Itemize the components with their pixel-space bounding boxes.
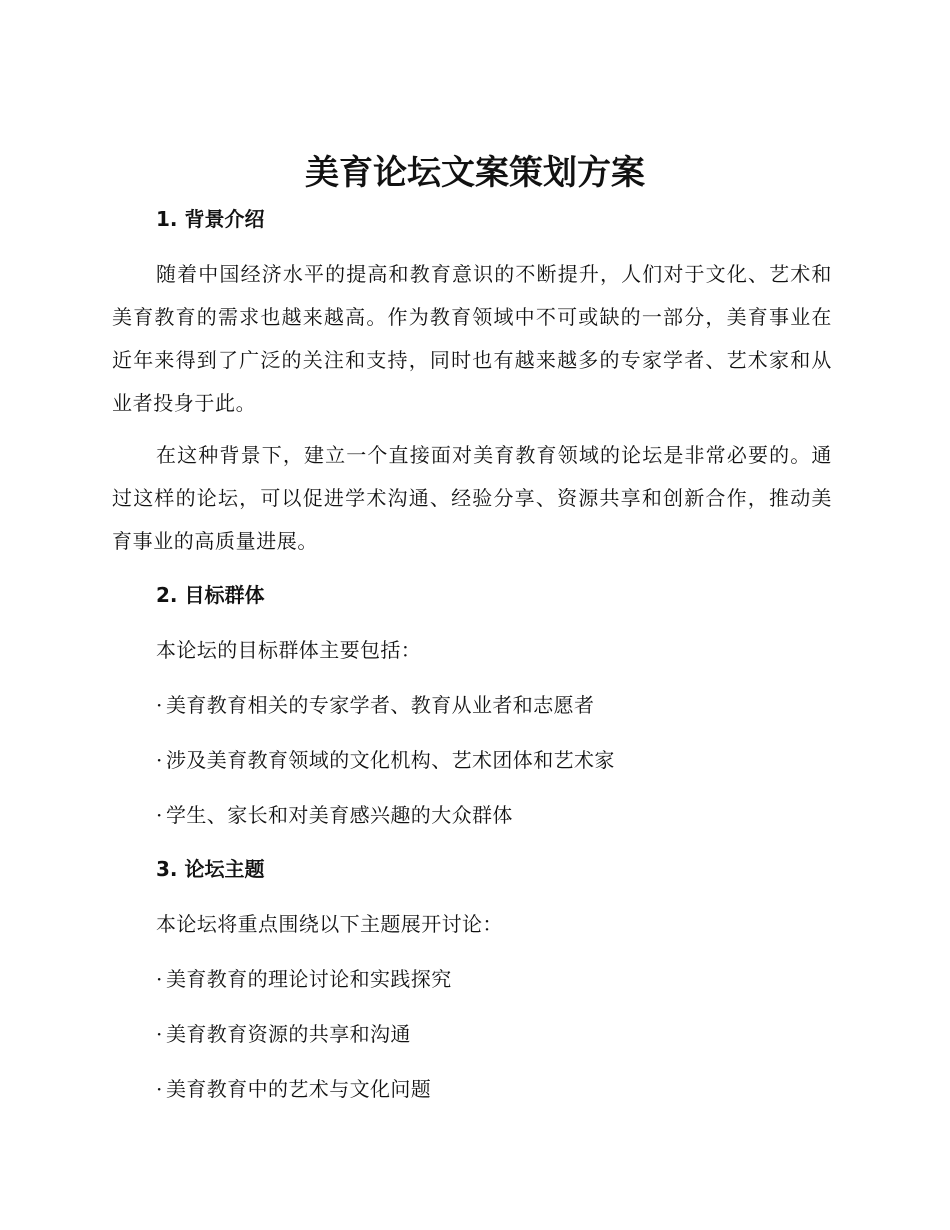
forum-topics-intro: 本论坛将重点围绕以下主题展开讨论： [156, 912, 503, 936]
list-item-text: 学生、家长和对美育感兴趣的大众群体 [166, 803, 513, 827]
list-item-text: 涉及美育教育领域的文化机构、艺术团体和艺术家 [166, 748, 615, 772]
bullet-dot: · [156, 748, 163, 772]
list-item [156, 690, 594, 720]
section-heading-background: 1. 背景介绍 [156, 207, 265, 231]
bullet-dot: · [156, 1022, 163, 1046]
paragraph-background-2: 在这种背景下，建立一个直接面对美育教育领域的论坛是非常必要的。通过这样的论坛，可以促进学术沟通、经验分享、资源共享和创新合作，推动美育事业的高质量进展。 [112, 443, 832, 553]
list-item [156, 745, 615, 775]
document-title: 美育论坛文案策划方案 [305, 153, 645, 193]
section-heading-target-groups: 2. 目标群体 [156, 583, 265, 607]
list-item-text: 美育教育的理论讨论和实践探究 [166, 967, 452, 991]
list-item-text: 美育教育相关的专家学者、教育从业者和志愿者 [166, 693, 595, 717]
list-item-text: 美育教育中的艺术与文化问题 [166, 1077, 432, 1101]
bullet-dot: · [156, 967, 163, 991]
bullet-dot: · [156, 693, 163, 717]
list-item [156, 1019, 411, 1049]
list-item-text: 美育教育资源的共享和沟通 [166, 1022, 411, 1046]
target-groups-intro: 本论坛的目标群体主要包括： [156, 638, 422, 662]
list-item [156, 964, 452, 994]
list-item [156, 1074, 431, 1104]
section-heading-forum-topics: 3. 论坛主题 [156, 857, 265, 881]
bullet-dot: · [156, 1077, 163, 1101]
list-item [156, 800, 513, 830]
bullet-dot: · [156, 803, 163, 827]
paragraph-background-1: 随着中国经济水平的提高和教育意识的不断提升，人们对于文化、艺术和美育教育的需求也越来越高。作为教育领域中不可或缺的一部分，美育事业在近年来得到了广泛的关注和支持，同时也有越来越多的专家学者、艺术家和从业者投身于此。 [112, 262, 832, 415]
